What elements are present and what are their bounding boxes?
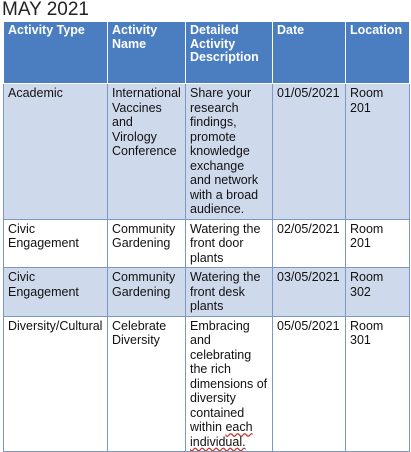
cell-activity-type: Diversity/Cultural: [4, 316, 108, 452]
spellcheck-flagged-text: each individual.: [190, 420, 253, 449]
cell-activity-name: Celebrate Diversity: [108, 316, 186, 452]
table-row: [4, 219, 410, 268]
description-text: Embracing and celebrating the rich dimensions of diversity contained within: [190, 318, 268, 434]
cell-date: 05/05/2021: [273, 316, 346, 452]
cell-description: Share your research findings, promote knowledge exchange and network with a broad audience.: [186, 84, 273, 220]
cell-location: Room 201: [346, 219, 410, 268]
table-row: [4, 84, 410, 220]
cell-activity-type: Civic Engagement: [4, 268, 108, 317]
page-title: MAY 2021: [2, 0, 89, 20]
header-detailed-description: Detailed Activity Description: [186, 22, 273, 84]
header-activity-type: Activity Type: [4, 22, 108, 84]
activity-table: [3, 21, 410, 452]
cell-date: 01/05/2021: [273, 84, 346, 220]
cell-location: Room 201: [346, 84, 410, 220]
cell-description: Watering the front door plants: [186, 219, 273, 268]
cell-activity-name: International Vaccines and Virology Conference: [108, 84, 186, 220]
header-date: Date: [273, 22, 346, 84]
cell-date: 03/05/2021: [273, 268, 346, 317]
header-location: Location: [346, 22, 410, 84]
cell-activity-name: Community Gardening: [108, 219, 186, 268]
cell-description: Watering the front desk plants: [186, 268, 273, 317]
table-row: [4, 268, 410, 317]
table-row: [4, 316, 410, 452]
cell-description: [186, 316, 273, 452]
cell-activity-type: Academic: [4, 84, 108, 220]
cell-date: 02/05/2021: [273, 219, 346, 268]
header-activity-name: Activity Name: [108, 22, 186, 84]
cell-activity-name: Community Gardening: [108, 268, 186, 317]
cell-activity-type: Civic Engagement: [4, 219, 108, 268]
cell-location: Room 301: [346, 316, 410, 452]
cell-location: Room 302: [346, 268, 410, 317]
header-row: [4, 22, 410, 84]
